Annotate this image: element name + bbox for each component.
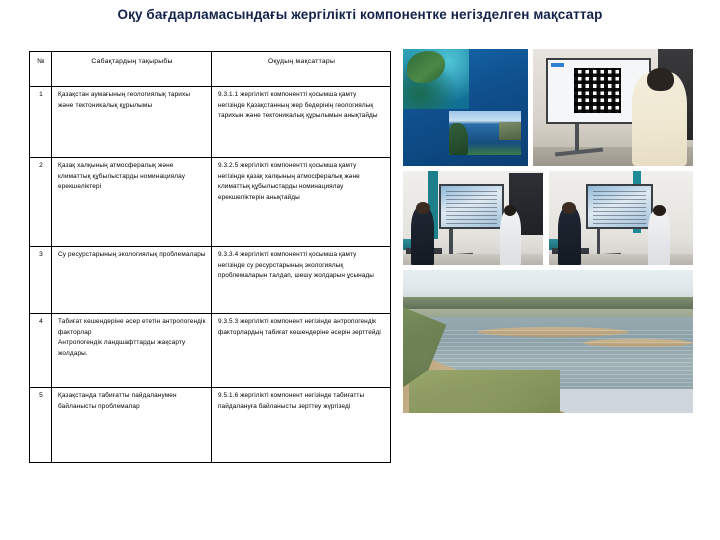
teacher-head	[416, 202, 430, 214]
qr-code-icon	[574, 68, 621, 114]
interactive-whiteboard	[439, 184, 503, 229]
row-number: 1	[30, 87, 52, 158]
grass-vegetation	[409, 370, 560, 413]
teacher-figure	[411, 207, 433, 265]
qr-scan-photo	[533, 49, 693, 166]
table-body	[30, 87, 391, 463]
row-number: 3	[30, 247, 52, 314]
table-head	[30, 52, 391, 87]
student-head	[653, 205, 666, 216]
table-row	[30, 87, 391, 158]
row-number: 5	[30, 388, 52, 463]
table-row	[30, 314, 391, 388]
student-figure	[500, 210, 521, 265]
classroom-board-photo-2	[549, 171, 693, 265]
column-header-number: №	[30, 52, 52, 87]
table-row	[30, 388, 391, 463]
student-head	[647, 68, 674, 91]
slide-text-block-3	[406, 153, 522, 163]
row-goal: 9.5.1.6 жергілікті компонент негізінде табиғатты пайдалануға байланысты зерттеу жүргізеді	[212, 388, 391, 463]
screen-content	[593, 189, 645, 224]
row-topic: Қазақ халқының атмосфералық және климаттық құбылыстарды номинациялау ерекшеліктері	[52, 158, 212, 247]
classroom-board-photo-1	[403, 171, 543, 265]
coastline-image	[403, 49, 469, 109]
slide-text-block-2	[406, 111, 446, 155]
row-goal: 9.3.3.4 жергілікті компонентті қосымша қамту негізінде су ресурстарының экологиялық проблемаларын талдап, шешу жолдарын ұсынады	[212, 247, 391, 314]
teacher-figure	[558, 207, 581, 265]
screen-content	[446, 189, 497, 224]
presentation-slide-photo	[403, 49, 528, 166]
row-goal: 9.3.2.5 жергілікті компонентті қосымша қамту негізінде қазақ халқының атмосфералық және климаттық құбылыстарды номинациялау ерекшеліктерін анықтайды	[212, 158, 391, 247]
photo-collage	[403, 49, 693, 413]
row-goal: 9.3.1.1 жергілікті компонентті қосымша қамту негізінде Қазақстанның жер бедерінің геологиялық тарихын және тектоникалық құрылымын анықтайды	[212, 87, 391, 158]
river-landscape-photo	[403, 270, 693, 413]
column-header-goal: Оқудың мақсаттары	[212, 52, 391, 87]
row-topic: Қазақстан аумағының геологиялық тарихы және тектоникалық құрылымы	[52, 87, 212, 158]
screen-tab-icon	[551, 63, 564, 67]
lake-image	[449, 111, 521, 155]
row-number: 2	[30, 158, 52, 247]
row-topic: Қазақстанда табиғатты пайдаланумен байланысты проблемалар	[52, 388, 212, 463]
lesson-objectives-table	[29, 51, 391, 463]
table-header-row	[30, 52, 391, 87]
row-goal: 9.3.5.3 жергілікті компонент негізінде антропогендік факторлардың табиғат кешендеріне әсерін зерттейді	[212, 314, 391, 388]
student-figure	[648, 210, 670, 265]
row-topic-line-1: Табиғат кешендеріне әсер ететін антропогендік факторлар	[58, 318, 206, 336]
page-title: Оқу бағдарламасындағы жергілікті компонентке негізделген мақсаттар	[117, 7, 603, 22]
slide-text-block-1	[470, 57, 524, 101]
table-row	[30, 247, 391, 314]
row-number: 4	[30, 314, 52, 388]
row-topic: Су ресурстарының экологиялық проблемалары	[52, 247, 212, 314]
table-row	[30, 158, 391, 247]
row-topic-line-2: Антропогендік ландшафттарды жақсарту жолдары.	[58, 339, 186, 357]
column-header-topic: Сабақтардың тақырыбы	[52, 52, 212, 87]
interactive-whiteboard	[586, 184, 652, 229]
row-topic	[52, 314, 212, 388]
